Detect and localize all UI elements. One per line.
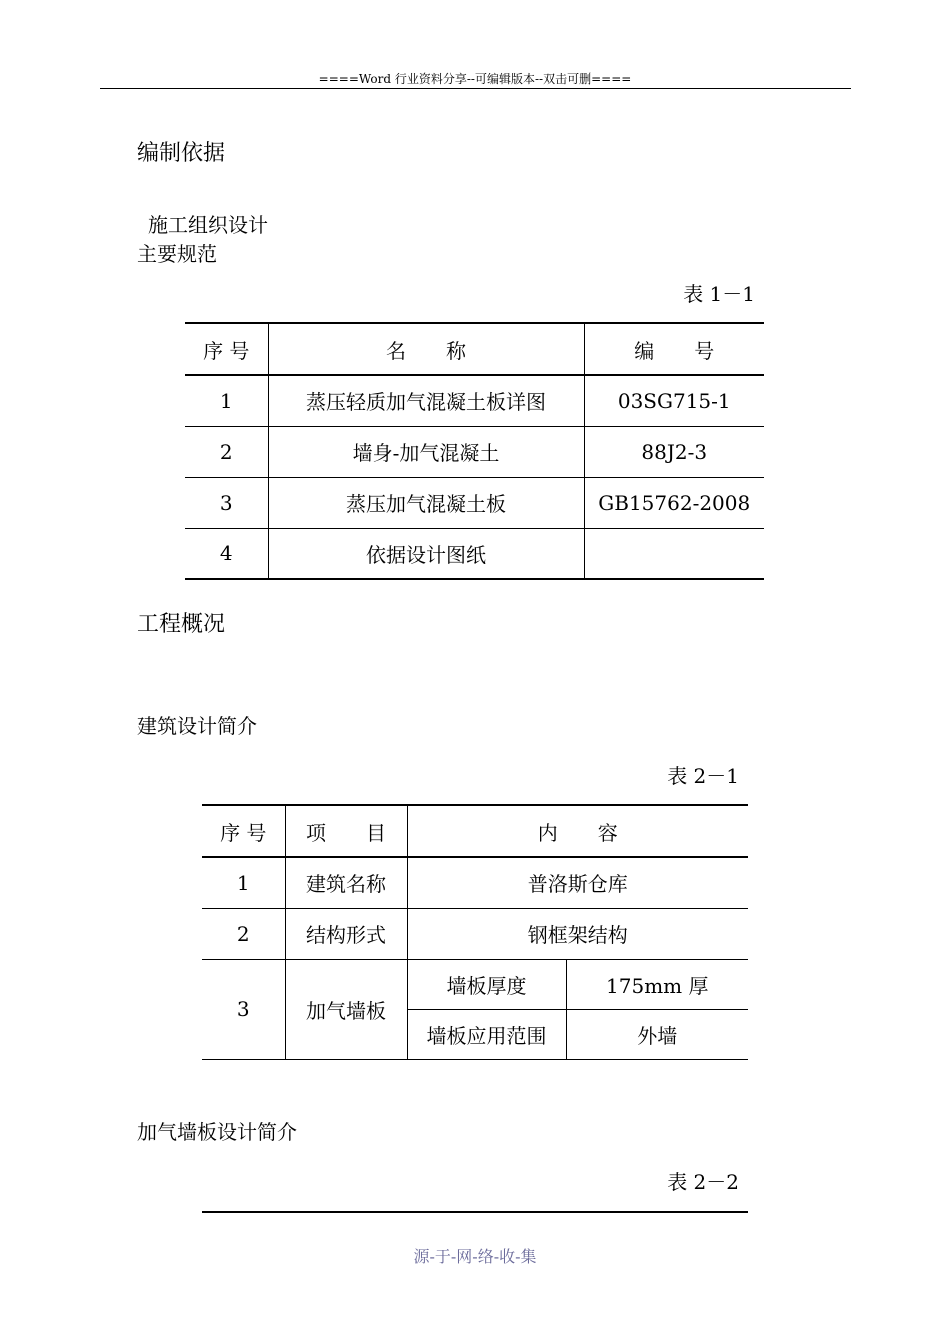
cell-content: 钢框架结构 [407, 908, 748, 959]
header-banner: ====Word 行业资料分享--可编辑版本--双击可删==== [318, 72, 632, 86]
cell-item: 结构形式 [285, 908, 407, 959]
cell-content: 普洛斯仓库 [407, 857, 748, 908]
cell-no: 1 [202, 857, 285, 908]
section-overview-title: 工程概况 [137, 612, 226, 637]
cell-no: 3 [202, 959, 285, 1059]
table-row [185, 426, 764, 477]
cell-no: 1 [185, 375, 268, 426]
cell-item: 建筑名称 [285, 857, 407, 908]
header-cell-content: 内 容 [407, 805, 748, 857]
table-header-row [202, 805, 748, 857]
table-row [185, 528, 764, 579]
header-cell-name: 名 称 [268, 323, 584, 375]
architecture-table [202, 804, 748, 1060]
header-cell-code: 编 号 [584, 323, 764, 375]
cell-code: 88J2-3 [584, 426, 764, 477]
table3-caption: 表 2－2 [667, 1170, 739, 1194]
footer-watermark: 源-于-网-络-收-集 [413, 1247, 537, 1266]
table1-caption: 表 1－1 [683, 282, 755, 306]
header-rule [100, 88, 851, 89]
cell-no: 2 [185, 426, 268, 477]
cell-name: 墙身-加气混凝土 [268, 426, 584, 477]
cell-code [584, 528, 764, 579]
cell-sub-value: 175mm 厚 [566, 959, 748, 1009]
cell-code: 03SG715-1 [584, 375, 764, 426]
table2-caption: 表 2－1 [667, 764, 739, 788]
table-row [202, 908, 748, 959]
header-cell-no: 序 号 [202, 805, 285, 857]
cell-sub-label: 墙板应用范围 [407, 1009, 566, 1059]
cell-no: 3 [185, 477, 268, 528]
basis-item-2: 主要规范 [137, 242, 217, 266]
cell-item: 加气墙板 [285, 959, 407, 1059]
table-row [202, 857, 748, 908]
basis-item-1: 施工组织设计 [148, 213, 268, 237]
cell-code: GB15762-2008 [584, 477, 764, 528]
cell-no: 4 [185, 528, 268, 579]
cell-sub-label: 墙板厚度 [407, 959, 566, 1009]
header-cell-no: 序 号 [185, 323, 268, 375]
standards-table [185, 322, 764, 580]
cell-name: 蒸压加气混凝土板 [268, 477, 584, 528]
cell-sub-value: 外墙 [566, 1009, 748, 1059]
table3-top-rule [202, 1211, 748, 1213]
section-basis-title: 编制依据 [137, 141, 226, 166]
cell-name: 依据设计图纸 [268, 528, 584, 579]
section-arch-title: 建筑设计简介 [137, 714, 257, 738]
header-cell-item: 项 目 [285, 805, 407, 857]
table-header-row [185, 323, 764, 375]
cell-name: 蒸压轻质加气混凝土板详图 [268, 375, 584, 426]
table-row [202, 959, 748, 1009]
section-panel-title: 加气墙板设计简介 [137, 1120, 297, 1144]
table-row [185, 375, 764, 426]
table-row [185, 477, 764, 528]
cell-no: 2 [202, 908, 285, 959]
